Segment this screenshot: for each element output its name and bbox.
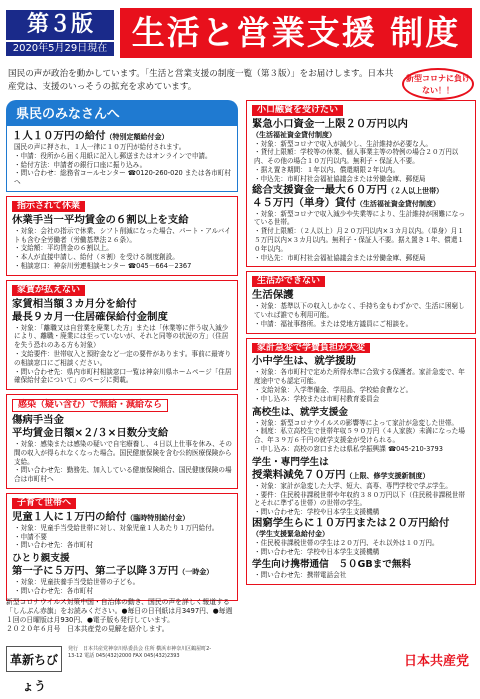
card-subheading: （特別定額給付金） [105,133,169,141]
card-heading: 緊急小口資金一上限２０万円以内 [252,117,408,130]
card-item: ・制度：私立高校生で世帯年収５９０万円（４人家族）未満になった場合、年３９万６千円の就学支援金が受けられる。 [254,427,465,445]
masthead-logo: 革新ちびょう [6,646,62,672]
card-heading: １人１０万円の給付 [12,130,106,142]
card-item: ・貸付上限額：学校等の休業、個人事業主等の特例の場合２０万円以内、その他の場合１０万円以内。無利子・保証人不要。 [254,148,459,166]
card-item: ・申し込み：学校または市町村教育委員会 [254,394,380,403]
card-item: ・住民税非課税世帯の学生は２０万円、それ以外は１０万円。 [254,538,439,547]
card-item: ・問い合わせ先：勤務先、加入している健康保険組合、国民健康保険の場合は市町村へ [14,466,232,484]
card-subsection: 高校生は、就学支援金 [252,406,348,418]
card-item: ・問い合わせ：総務省コールセンター ☎0120-260-020 または各市町村へ [14,169,231,187]
card-heading: 家賃相当額３カ月分を給付 [12,297,137,310]
card-tag: 子育て世帯へ [12,498,76,509]
card-heading-3: ４５万円（単身）貸付 [252,196,356,209]
card-item: ・給付方法：申請者の銀行口座に振り込み。 [14,160,147,169]
card-heading: 生活保護 [252,289,294,302]
benefit-card-loan [246,100,476,267]
page-title: 生活と営業支援 制度一覧 [120,8,472,58]
card-item: ・支給要件：世帯収入と預貯金など一定の要件があります。事前に最寄りの相談窓口にご相談ください。 [14,349,232,367]
footer-bar [6,646,476,693]
card-heading-2: 最長９カ月一住居確保給付金制度 [12,310,168,323]
benefit-card-welfare [246,271,476,333]
card-item: ・相談窓口：神奈川労連相談センター ☎045－664－2367 [14,261,192,270]
benefit-card-cash [6,125,238,192]
card-item: ・支給額：平均賃金の６割以上。 [14,244,113,253]
card-subheading: （臨時特別給付金） [126,513,190,522]
card-item: ・要件：住民税非課税世帯や年収約３８０万円以下（住民税非課税世帯とそれに準ずる世帯）の世帯の学生。 [254,490,465,508]
card-heading-2: 総合支援資金一最大６０万円 [252,183,388,196]
card-item: ・申請：役所から届く用紙に記入し郵送またはオンラインで申請。 [14,151,212,160]
card-item: ・対象：「離職又は自営業を廃業した方」または「休業等に伴う収入減少により、離職・廃業には至っていないが、それと同等の状況の方」（住居を失う恐れのある方も対象） [14,323,229,350]
card-item: ・申請不要 [14,532,47,541]
right-column [246,100,476,589]
card-heading: 児童１人に１万円の給付 [12,510,127,523]
card-item: ・貸付上限額：（２人以上）月２０万円以内×３カ月以内。（単身）月１５万円以内×３カ月以内。無利子・保証人不要。据え置き１年、償還１０年以内。 [254,227,464,253]
publisher-info: 発行 日本共産党神奈川県委員会 住所 横浜市神奈川区鶴屋町2-13-12 電話 045(432)2000 FAX 045(432)2393 [68,646,212,659]
benefit-card-childcare [6,493,238,601]
card-tag: 家計急変で学費負担が大変 [252,343,370,354]
card-subsection-3: 学生向け携帯通信 ５０GBまで無料 [252,559,412,571]
card-item: ・対象：基準以下の収入しかなく、手持ち金もわずかで、生活に困窮していれば誰でも利用可能。 [254,302,465,319]
card-item: ・問い合わせ先：学校や日本学生支援機構 [254,547,380,556]
footer-note-text-2: ２０２０年６月号 日本共産党の見解を紹介します。 [6,625,169,633]
benefit-card-sickness [6,394,238,489]
section-title: 県民のみなさんへ [6,100,238,125]
card-heading-2: 平均賃金日額×２/３×日数分支給 [12,426,169,439]
card-item: ・問い合わせ先：携帯電話会社 [254,571,347,580]
card-heading: 休業手当一平均賃金の６割以上を支給 [12,213,189,226]
card-item: ・申請：福祉事務所。または党地方議員にご相談を。 [254,319,413,328]
card-tag: 感染（疑い含む）で無給・減給なら [12,399,168,412]
card-item: ・申込先：市町村社会福祉協議会または労働金庫、郵便局 [254,174,426,183]
date-label: 2020年5月29日現在 [6,42,114,56]
card-tag: 生活ができない [252,276,325,287]
card-heading-2: 第一子に５万円、第二子以降３万円 [12,565,179,578]
card-heading-2: 授業料減免７０万円 [252,468,346,481]
card-subheading-3: （生活福祉資金貸付制度） [355,199,440,208]
card-item: ・問い合わせ先：学校や日本学生支援機構 [254,508,380,517]
card-subheading-3: （学生支援緊急給付金） [252,529,329,538]
card-subheading: （生活福祉資金貸付制度） [252,130,336,139]
card-item: ・対象：会社の指示で休業、シフト削減になった場合、パート・アルバイトも含む全労働者（労働基準法２６条）。 [14,226,231,244]
party-name: 日本共産党 [404,654,470,669]
card-subheading-2: （一時金） [178,568,214,577]
intro-text: 国民の声が政治を動かしています。「生活と営業支援の制度一覧（第３版）」をお届けします。日本共産党は、支援のいっそうの拡充を求めています。 [8,69,394,92]
card-item: ・対象：児童扶養手当受給世帯の子ども。 [14,578,140,587]
benefit-card-education [246,338,476,586]
card-item: ・対象：家計が急変した大学、短大、高専、専門学校で学ぶ学生。 [254,481,452,490]
left-column [6,100,238,605]
card-item: 国民の声に押され、１人一律に１０万円が給付されます。 [14,143,186,151]
footer-note-text: 新型コロナウイルス対策中国・自治体の動き、国民の声を詳しく報道する「しんぶん赤旗」をお読みください。●毎日の日刊紙は月3497円、●毎週１回の日曜版は月930円、●電子版も発行しています。 [6,598,233,624]
card-item: ・問い合わせ先：県内市町村相談窓口一覧は神奈川県ホームページ「住居確保給付金について」のページに掲載。 [14,367,232,385]
card-item: ・対象：各市町村で定めた所得水準に合致する保護者。家計急変で、年度途中でも認定可能。 [254,368,465,386]
card-item: ・支給対象：入学準備金、学用品、学校給食費など。 [254,385,413,394]
card-item: ・対象：新型コロナで収入減少や失業等により、生計維持が困難になっている世帯。 [254,209,465,227]
card-item: ・対象：新型コロナウイルスの影響等によって家計が急変した世帯。 [254,418,459,427]
card-subheading-2: （上限、修学支援新制度） [345,471,430,480]
card-subsection-2: 学生・専門学生は [252,456,329,468]
card-tag: 家賃が払えない [12,285,85,296]
card-heading: 小中学生は、就学援助 [252,355,356,368]
benefit-card-rent [6,280,238,390]
card-subheading-2: （２人以上世帯） [387,186,444,195]
card-tag: 指示されて休業 [12,201,85,212]
benefit-card-leave [6,196,238,276]
card-item: ・問い合わせ先：各市町村 [14,541,94,550]
card-item: ・申込先：市町村社会福祉協議会または労働金庫、郵便局 [254,253,426,262]
card-item: ・対象：感染または感染の疑いで自宅療養し、４日以上仕事を休み、その間の収入が得られなくなった場合。国民健康保険を含む公的医療保険から支給。 [14,439,232,466]
card-item: ・問い合わせ先：各市町村 [14,586,94,595]
card-item: ・対象：児童手当受給世帯に対し、対象児童１人あたり１万円給付。 [14,523,219,532]
card-item: ・据え置き期間：１年以内、償還期限２年以内。 [254,165,400,174]
footer-note [6,598,238,634]
card-item: ・対象：新型コロナで収入が減少し、生計維持が必要な人。 [254,139,433,148]
card-heading: 傷病手当金 [12,413,64,426]
card-heading-3: 困窮学生らに１０万円または２０万円給付 [252,516,450,529]
card-item: ・申し込み：高校の窓口または県私学振興課 ☎045-210-3793 [254,444,443,453]
edition-label: 第３版 [6,10,114,40]
card-tag: 小口融資を受けたい [252,105,343,116]
card-subsection: ひとり親支援 [12,553,70,565]
card-item: ・本人が直接申請し、給付（８割）を受ける制度創設。 [14,253,179,262]
slogan-badge: 新型コロナに負けない！！ [402,68,474,100]
